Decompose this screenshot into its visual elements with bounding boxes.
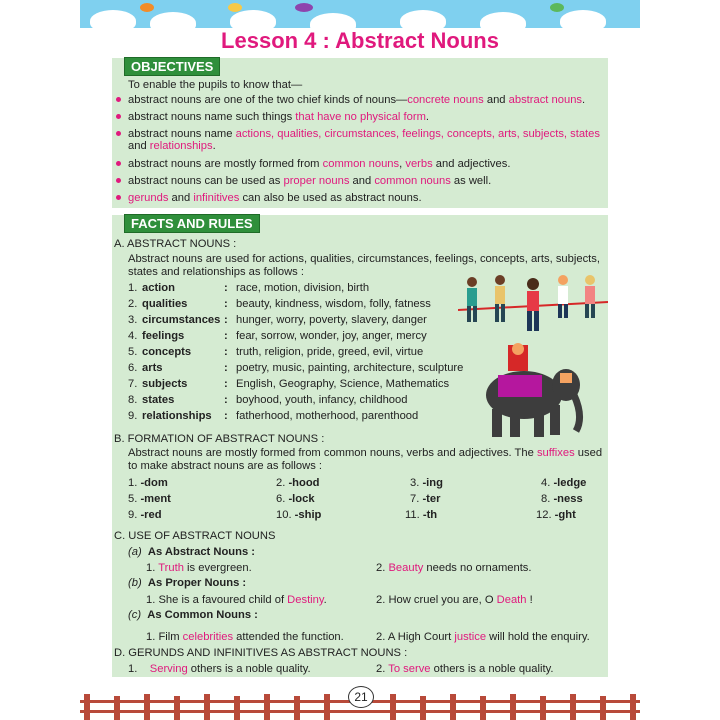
list-item-key: circumstances [142, 314, 221, 326]
bullet-icon [116, 114, 121, 119]
suffix-item: 5. -ment [128, 493, 171, 505]
example-sentence: 2. How cruel you are, O Death ! [376, 594, 533, 606]
list-item: 2. [128, 298, 138, 310]
cloud-decoration [480, 12, 526, 28]
section-a-text: states and relationships as follows : [128, 266, 304, 278]
example-sentence: 1. She is a favoured child of Destiny. [146, 594, 327, 606]
section-a-text: Abstract nouns are used for actions, qualities, circumstances, feelings, concepts, arts, subjects, [128, 253, 600, 265]
list-item: gerunds and infinitives can also be used as abstract nouns. [128, 192, 422, 204]
cloud-decoration [230, 10, 276, 28]
objectives-heading: OBJECTIVES [124, 57, 220, 76]
cloud-decoration [90, 10, 136, 28]
section-d-heading: D. GERUNDS AND INFINITIVES AS ABSTRACT NOUNS : [114, 647, 408, 659]
section-b-text: Abstract nouns are mostly formed from common nouns, verbs and adjectives. The suffixes used [128, 447, 603, 459]
subsection-label: (c) As Common Nouns : [128, 609, 258, 621]
page-number: 21 [348, 686, 374, 708]
example-sentence: 2. Beauty needs no ornaments. [376, 562, 532, 574]
list-item-value: truth, religion, pride, greed, evil, virtue [236, 346, 424, 358]
list-item: abstract nouns are mostly formed from common nouns, verbs and adjectives. [128, 158, 511, 170]
colon: : [224, 314, 228, 326]
list-item: abstract nouns name such things that have no physical form. [128, 111, 429, 123]
suffix-item: 4. -ledge [541, 477, 587, 489]
colon: : [224, 394, 228, 406]
list-item: 5. [128, 346, 138, 358]
list-item: 1. [128, 282, 138, 294]
suffix-item: 9. -red [128, 509, 162, 521]
section-b-heading: B. FORMATION OF ABSTRACT NOUNS : [114, 433, 325, 445]
bird-icon [140, 3, 154, 12]
page-title: Lesson 4 : Abstract Nouns [221, 28, 499, 53]
list-item-value: beauty, kindness, wisdom, folly, fatness [236, 298, 431, 310]
colon: : [224, 346, 228, 358]
cloud-decoration [560, 10, 606, 28]
list-item-value: poetry, music, painting, architecture, sculpture [236, 362, 464, 374]
elephant-illustration [466, 343, 586, 443]
list-item-key: qualities [142, 298, 188, 310]
objectives-intro: To enable the pupils to know that— [128, 79, 303, 91]
list-item-value: fatherhood, motherhood, parenthood [236, 410, 419, 422]
list-item-value: English, Geography, Science, Mathematics [236, 378, 450, 390]
subsection-label: (b) As Proper Nouns : [128, 577, 247, 589]
cloud-decoration [310, 13, 356, 28]
suffix-item: 8. -ness [541, 493, 583, 505]
suffix-item: 6. -lock [276, 493, 315, 505]
list-item: 7. [128, 378, 138, 390]
suffix-item: 2. -hood [276, 477, 320, 489]
cloud-decoration [400, 10, 446, 28]
suffix-item: 10. -ship [276, 509, 322, 521]
list-item-key: feelings [142, 330, 185, 342]
bullet-icon [116, 97, 121, 102]
list-item-key: relationships [142, 410, 212, 422]
list-item: 4. [128, 330, 138, 342]
list-item-key: subjects [142, 378, 188, 390]
facts-heading: FACTS AND RULES [124, 214, 260, 233]
colon: : [224, 378, 228, 390]
suffix-item: 7. -ter [410, 493, 441, 505]
example-sentence: 2. A High Court justice will hold the enquiry. [376, 631, 590, 643]
list-item-key: arts [142, 362, 163, 374]
example-sentence: 1. Serving others is a noble quality. [128, 663, 311, 675]
colon: : [224, 362, 228, 374]
list-item: abstract nouns are one of the two chief kinds of nouns—concrete nouns and abstract nouns. [128, 94, 586, 106]
list-item-value: race, motion, division, birth [236, 282, 370, 294]
header-sky-banner [80, 0, 640, 28]
list-item-continued: and relationships. [128, 140, 216, 152]
suffix-item: 11. -th [405, 509, 438, 521]
list-item-key: action [142, 282, 175, 294]
list-item: 3. [128, 314, 138, 326]
colon: : [224, 330, 228, 342]
list-item-key: states [142, 394, 175, 406]
bullet-icon [116, 195, 121, 200]
suffix-item: 1. -dom [128, 477, 168, 489]
list-item: 6. [128, 362, 138, 374]
list-item: 9. [128, 410, 138, 422]
list-item: 8. [128, 394, 138, 406]
colon: : [224, 298, 228, 310]
list-item-value: boyhood, youth, infancy, childhood [236, 394, 408, 406]
colon: : [224, 410, 228, 422]
colon: : [224, 282, 228, 294]
subsection-label: (a) As Abstract Nouns : [128, 546, 256, 558]
list-item-value: fear, sorrow, wonder, joy, anger, mercy [236, 330, 427, 342]
bullet-icon [116, 178, 121, 183]
section-c-heading: C. USE OF ABSTRACT NOUNS [114, 530, 276, 542]
list-item-value: hunger, worry, poverty, slavery, danger [236, 314, 427, 326]
cloud-decoration [150, 12, 196, 28]
list-item: abstract nouns can be used as proper nouns and common nouns as well. [128, 175, 492, 187]
list-item-key: concepts [142, 346, 192, 358]
example-sentence: 2. To serve others is a noble quality. [376, 663, 554, 675]
bullet-icon [116, 131, 121, 136]
example-sentence: 1. Truth is evergreen. [146, 562, 252, 574]
section-b-text: to make abstract nouns are as follows : [128, 460, 323, 472]
suffix-item: 12. -ght [536, 509, 576, 521]
bird-icon [295, 3, 313, 12]
example-sentence: 1. Film celebrities attended the function. [146, 631, 344, 643]
suffix-item: 3. -ing [410, 477, 443, 489]
list-item: abstract nouns name actions, qualities, circumstances, feelings, concepts, arts, subjects, states [128, 128, 600, 140]
bird-icon [550, 3, 564, 12]
section-a-heading: A. ABSTRACT NOUNS : [114, 238, 237, 250]
bullet-icon [116, 161, 121, 166]
running-children-illustration [458, 272, 608, 332]
bird-icon [228, 3, 242, 12]
